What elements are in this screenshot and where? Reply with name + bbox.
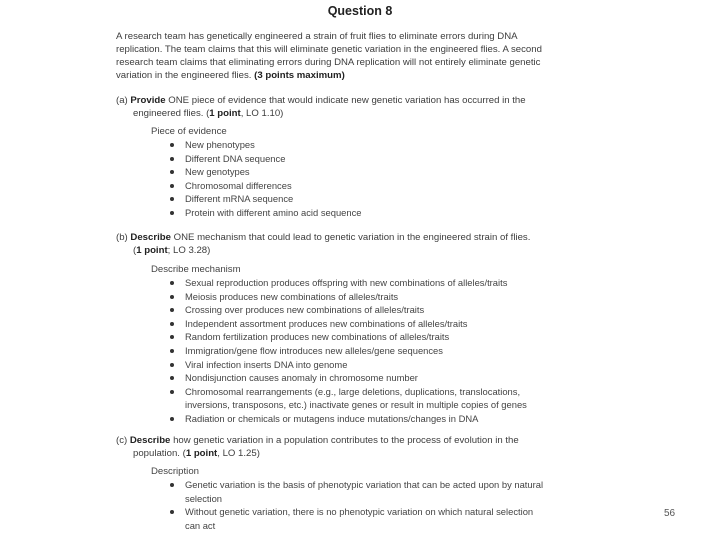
bullet-icon [170, 170, 174, 174]
intro-paragraph [116, 30, 542, 82]
list-item: Without genetic variation, there is no phenotypic variation on which natural selection can act [170, 505, 543, 532]
list-item: New phenotypes [170, 138, 362, 152]
list-item: Chromosomal differences [170, 179, 362, 193]
list-item: Different mRNA sequence [170, 192, 362, 206]
part-c-list-label: Description [151, 466, 199, 477]
bullet-icon [170, 184, 174, 188]
list-item: Crossing over produces new combinations of alleles/traits [170, 303, 527, 317]
bullet-icon [170, 483, 174, 487]
bullet-icon [170, 376, 174, 380]
part-c-description-list [170, 478, 543, 532]
bullet-icon [170, 363, 174, 367]
list-item: Genetic variation is the basis of phenotypic variation that can be acted upon by natural selection [170, 478, 543, 505]
page-number: 56 [664, 508, 676, 519]
list-item: New genotypes [170, 165, 362, 179]
list-item: Viral infection inserts DNA into genome [170, 358, 527, 372]
part-c-verb: Describe [129, 435, 171, 446]
part-a-marker: (a) [116, 95, 128, 106]
list-item: Meiosis produces new combinations of alleles/traits [170, 290, 527, 304]
part-a-points: 1 point [209, 108, 241, 119]
bullet-icon [170, 143, 174, 147]
bullet-icon [170, 349, 174, 353]
part-b-verb: Describe [130, 232, 171, 243]
list-item: Random fertilization produces new combinations of alleles/traits [170, 330, 527, 344]
bullet-icon [170, 322, 174, 326]
question-title: Question 8 [327, 4, 393, 18]
list-item: Independent assortment produces new combinations of alleles/traits [170, 317, 527, 331]
part-a-list-label: Piece of evidence [151, 126, 227, 137]
list-item: Immigration/gene flow introduces new alleles/gene sequences [170, 344, 527, 358]
part-a-prompt: (a) Provide ONE piece of evidence that would indicate new genetic variation has occurred in the engineered flies. (1 point, LO 1.10) [116, 95, 526, 119]
bullet-icon [170, 281, 174, 285]
bullet-icon [170, 335, 174, 339]
intro-line: variation in the engineered flies. (3 points maximum) [116, 70, 345, 81]
list-item: Radiation or chemicals or mutagens induce mutations/changes in DNA [170, 412, 527, 426]
bullet-icon [170, 390, 174, 394]
intro-line: replication. The team claims that this will eliminate genetic variation in the engineered flies. A second [116, 44, 542, 55]
bullet-icon [170, 510, 174, 514]
part-b-list-label: Describe mechanism [151, 264, 241, 275]
list-item: Sexual reproduction produces offspring with new combinations of alleles/traits [170, 276, 527, 290]
bullet-icon [170, 157, 174, 161]
intro-line: A research team has genetically engineered a strain of fruit flies to eliminate errors during DNA [116, 31, 518, 42]
part-a-verb: Provide [130, 95, 166, 106]
part-b-marker: (b) [116, 232, 128, 243]
intro-line: research team claims that eliminating errors during DNA replication will not entirely eliminate genetic [116, 57, 541, 68]
bullet-icon [170, 211, 174, 215]
bullet-icon [170, 417, 174, 421]
part-b-prompt: (b) Describe ONE mechanism that could lead to genetic variation in the engineered strain of flies. (1 point; LO 3.28) [116, 232, 531, 256]
part-c-prompt: (c) Describe how genetic variation in a population contributes to the process of evolution in the population. (1 point, LO 1.25) [116, 435, 519, 459]
bullet-icon [170, 295, 174, 299]
list-item: Chromosomal rearrangements (e.g., large deletions, duplications, translocations, inversions, transposons, etc.) inactivate genes or result in multiple copies of genes [170, 385, 527, 412]
list-item: Different DNA sequence [170, 152, 362, 166]
part-a-evidence-list [170, 138, 362, 220]
part-c-marker: (c) [116, 435, 128, 446]
bullet-icon [170, 308, 174, 312]
part-b-points: 1 point [136, 245, 168, 256]
points-maximum: (3 points maximum) [254, 70, 345, 81]
list-item: Nondisjunction causes anomaly in chromosome number [170, 371, 527, 385]
part-c-points: 1 point [185, 448, 218, 459]
part-b-mechanism-list [170, 276, 527, 426]
bullet-icon [170, 197, 174, 201]
list-item: Protein with different amino acid sequence [170, 206, 362, 220]
